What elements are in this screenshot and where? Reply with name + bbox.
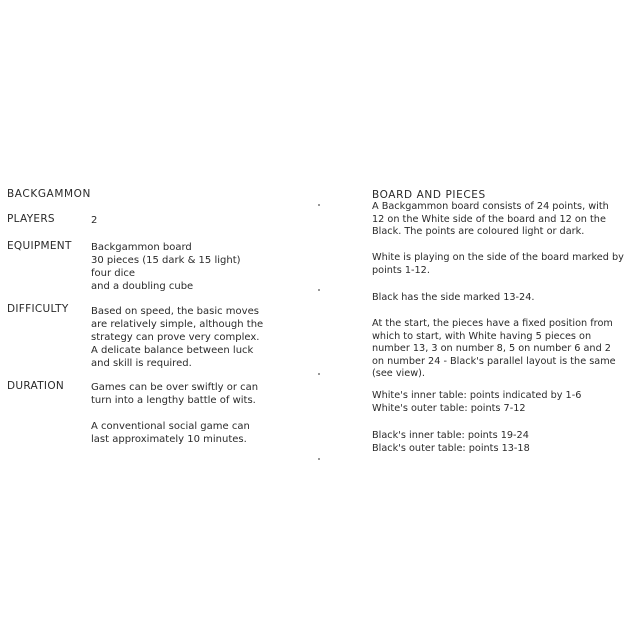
difficulty-label: DIFFICULTY: [7, 303, 69, 315]
start-position-paragraph: [372, 318, 634, 381]
text-line: Black has the side marked 13-24.: [372, 292, 535, 303]
duration-line: last approximately 10 minutes.: [91, 434, 247, 445]
difficulty-line: A delicate balance between luck: [91, 345, 254, 356]
text-line: Black. The points are coloured light or dark.: [372, 226, 585, 238]
players-label: PLAYERS: [7, 213, 55, 225]
scan-speck: [318, 289, 320, 291]
difficulty-line: Based on speed, the basic moves: [91, 306, 259, 317]
equipment-line: 30 pieces (15 dark & 15 light): [91, 255, 241, 266]
difficulty-line: strategy can prove very complex.: [91, 332, 260, 343]
text-line: White's inner table: points indicated by 1-6: [372, 390, 582, 401]
duration-line: turn into a lengthy battle of wits.: [91, 395, 256, 406]
game-title: BACKGAMMON: [7, 188, 91, 200]
duration-label: DURATION: [7, 380, 65, 392]
text-line: points 1-12.: [372, 264, 430, 276]
duration-line: Games can be over swiftly or can: [91, 382, 259, 393]
equipment-line: and a doubling cube: [91, 281, 194, 292]
players-value: [91, 214, 271, 227]
duration-text: [91, 381, 271, 407]
duration-text-2: [91, 420, 271, 446]
board-paragraph: [372, 201, 634, 239]
text-line: number 13, 3 on number 8, 5 on number 6 and 2: [372, 343, 611, 355]
scan-speck: [318, 458, 320, 460]
white-side-paragraph: [372, 252, 634, 277]
difficulty-line: are relatively simple, although the: [91, 319, 264, 330]
equipment-line: four dice: [91, 268, 136, 279]
scan-speck: [318, 204, 320, 206]
text-line: White's outer table: points 7-12: [372, 402, 526, 414]
difficulty-line: and skill is required.: [91, 358, 192, 369]
scan-speck: [318, 373, 320, 375]
difficulty-text: [91, 305, 271, 370]
text-line: At the start, the pieces have a fixed position from: [372, 318, 613, 329]
text-line: (see view).: [372, 368, 425, 380]
black-tables: [372, 430, 634, 455]
equipment-label: EQUIPMENT: [7, 240, 72, 252]
text-line: White is playing on the side of the board marked by: [372, 252, 624, 263]
equipment-list: [91, 241, 271, 293]
text-line: A Backgammon board consists of 24 points, with: [372, 201, 609, 212]
duration-line: A conventional social game can: [91, 421, 250, 432]
text-line: Black's outer table: points 13-18: [372, 442, 530, 454]
text-line: which to start, with White having 5 pieces on: [372, 330, 592, 342]
black-side-paragraph: [372, 292, 634, 305]
white-tables: [372, 390, 634, 415]
text-line: on number 24 - Black's parallel layout is the same: [372, 355, 616, 367]
equipment-line: Backgammon board: [91, 242, 192, 253]
text-line: 12 on the White side of the board and 12 on the: [372, 213, 606, 225]
text-line: Black's inner table: points 19-24: [372, 430, 529, 441]
section-title: BOARD AND PIECES: [372, 189, 486, 201]
players-value-text: 2: [91, 215, 98, 226]
